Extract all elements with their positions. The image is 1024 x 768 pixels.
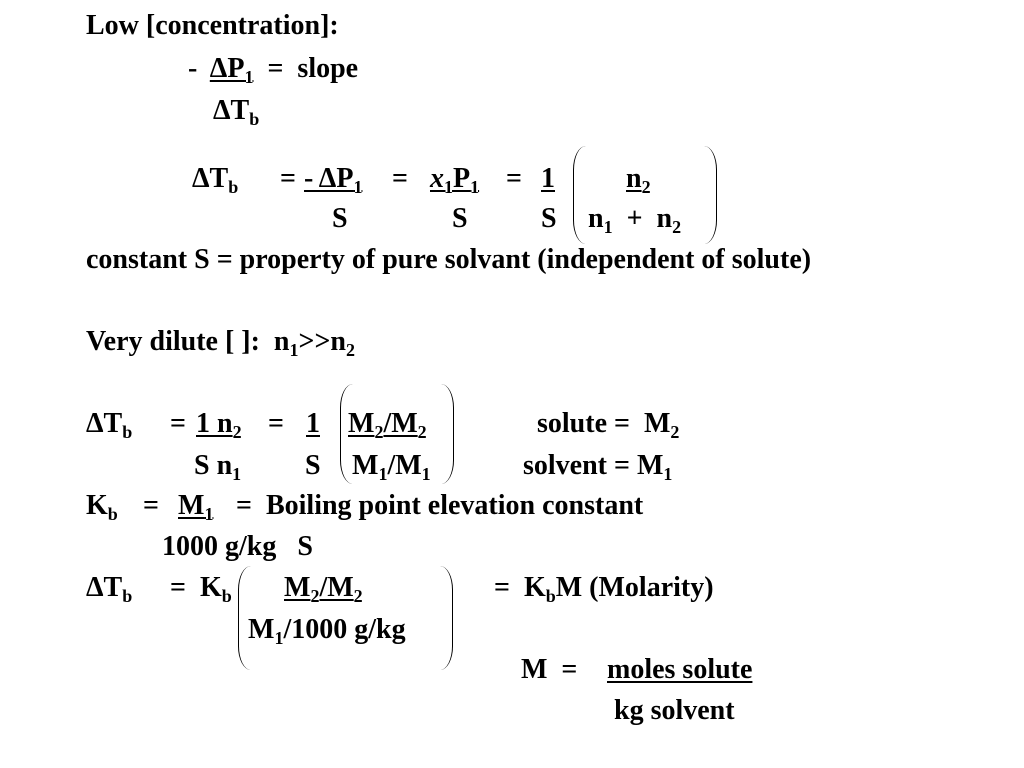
very-dilute-condition: Very dilute [ ]: $n_1>>n_2$ (86, 326, 355, 360)
constant-s-statement: constant S = property of pure solvant (independent of solute) (86, 244, 812, 275)
eq2-equals-1: = (170, 408, 186, 439)
eq1-equals-1: = (280, 163, 296, 194)
eq1-lhs: $\Delta T_b$ (192, 163, 239, 197)
eq1-left-paren (573, 146, 586, 244)
eq1-numerator-3: 1 (541, 163, 555, 194)
kb-equals: = (143, 490, 159, 521)
eq2-paren-numerator: $M_2/M_2$ (348, 408, 427, 442)
eq1-denominator-2: S (452, 203, 468, 234)
eq2-denominator-1: S $n_1$ (194, 450, 242, 484)
solute-definition: solute = $M_2$ (537, 408, 680, 442)
eq1-numerator-1: - $\Delta P_1$ (304, 163, 363, 197)
eq3-paren-numerator: $M_2/M_2$ (284, 572, 363, 606)
slope-denominator: $\Delta T_b$ (213, 95, 260, 129)
eq2-numerator-1: 1 $n_2$ (196, 408, 242, 442)
eq2-denominator-2: S (305, 450, 321, 481)
eq2-numerator-2: 1 (306, 408, 320, 439)
eq3-lhs: $\Delta T_b$ (86, 572, 133, 606)
kb-numerator: $M_1$ (178, 490, 214, 524)
eq3-kb: = $K_b$ (170, 572, 232, 606)
molarity-lhs: M = (521, 654, 578, 685)
eq3-result: = $K_bM$ (Molarity) (494, 572, 714, 606)
heading-low-concentration: Low [concentration]: (86, 10, 339, 41)
kb-lhs: $K_b$ (86, 490, 118, 524)
eq1-equals-3: = (506, 163, 522, 194)
eq1-right-paren (704, 146, 717, 244)
kb-description: = Boiling point elevation constant (236, 490, 644, 521)
eq3-paren-denominator: $M_1/1000$ g/kg (248, 614, 406, 648)
eq2-equals-2: = (268, 408, 284, 439)
slope-expression: - $\Delta P_1$ = slope (188, 53, 359, 87)
molarity-denominator: kg solvent (614, 695, 735, 726)
eq1-paren-numerator: $n_2$ (626, 163, 651, 197)
eq2-lhs: $\Delta T_b$ (86, 408, 133, 442)
kb-denominator: 1000 g/kg S (162, 531, 313, 562)
molarity-numerator: moles solute (607, 654, 753, 685)
eq1-paren-denominator: $n_1 + n_2$ (588, 203, 682, 237)
eq1-numerator-2: $x_1P_1$ (430, 163, 480, 197)
eq2-paren-denominator: $M_1/M_1$ (352, 450, 431, 484)
eq1-denominator-1: S (332, 203, 348, 234)
eq2-right-paren (441, 384, 454, 484)
eq1-equals-2: = (392, 163, 408, 194)
eq1-denominator-3: S (541, 203, 557, 234)
solvent-definition: solvent = $M_1$ (523, 450, 673, 484)
eq3-right-paren (440, 566, 453, 670)
